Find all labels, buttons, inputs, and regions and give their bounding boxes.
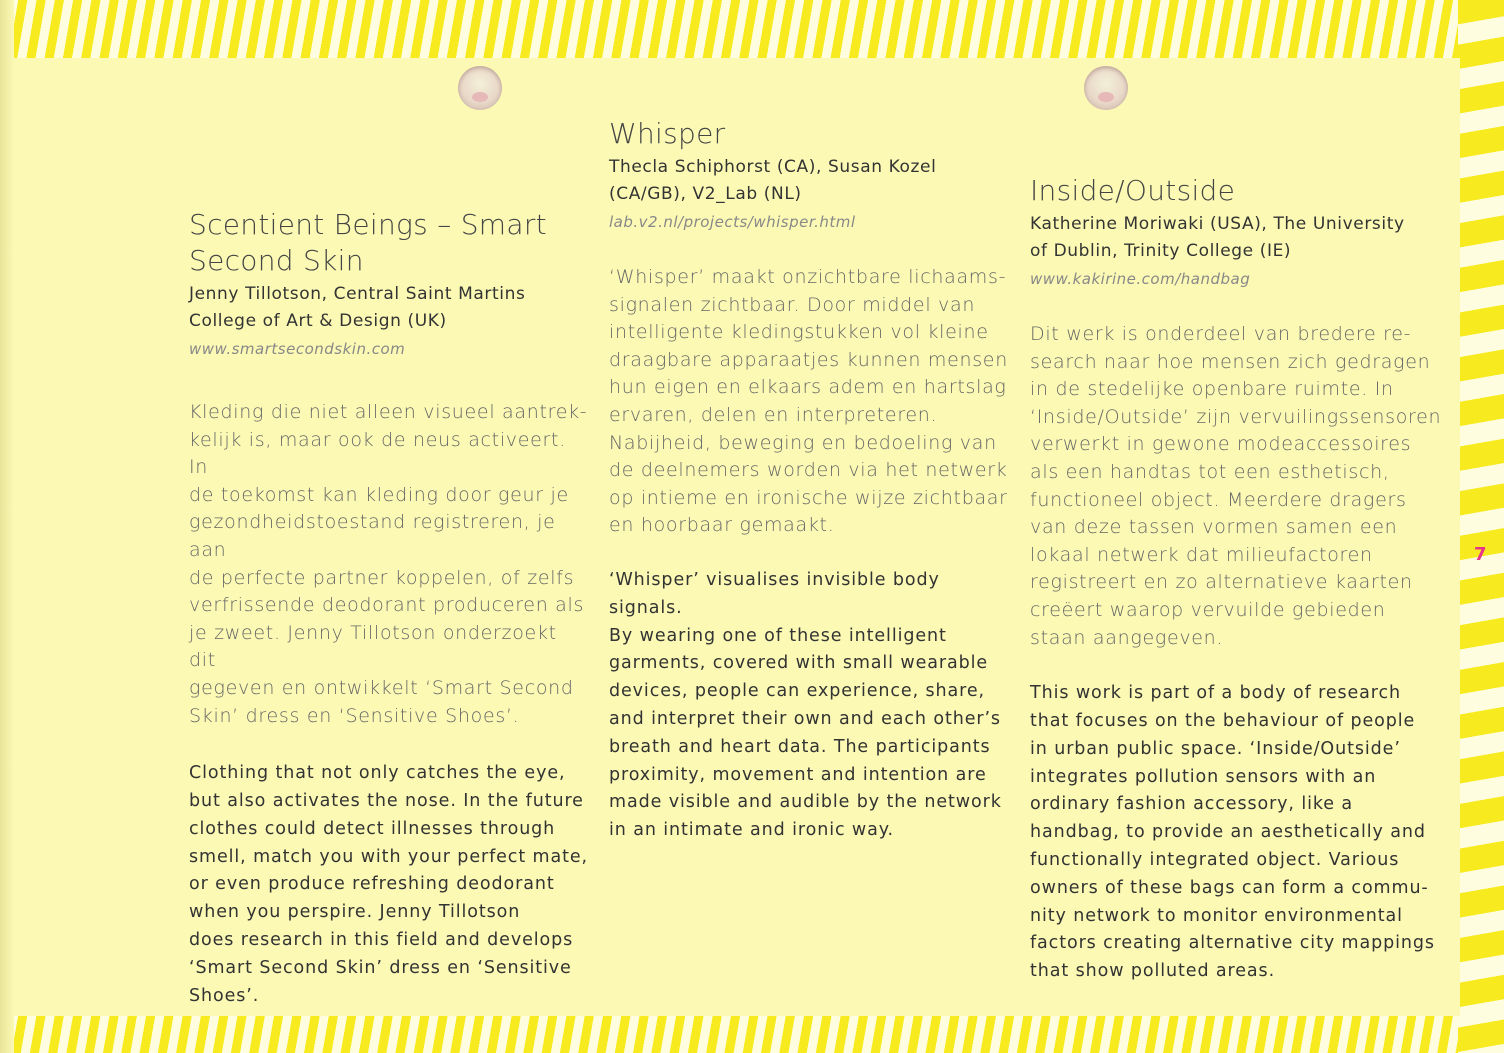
article-url[interactable]: www.kakirine.com/handbag	[1030, 270, 1251, 288]
text-line: does research in this field and develops	[189, 929, 574, 950]
article-inside-outside	[1030, 173, 1450, 986]
text-line: factors creating alternative city mappings	[1030, 933, 1435, 954]
text-line: registreert en zo alternatieve kaarten	[1030, 571, 1413, 594]
english-paragraph	[189, 760, 589, 1010]
text-line: in an intimate and ironic way.	[609, 820, 894, 841]
dutch-paragraph	[609, 264, 1019, 540]
text-line: als een handtas tot een esthetisch,	[1030, 460, 1390, 483]
text-line: verwerkt in gewone modeaccessoires	[1030, 433, 1412, 456]
article-url[interactable]: www.smartsecondskin.com	[189, 340, 406, 358]
text-line: staan aangegeven.	[1030, 626, 1224, 649]
text-line: lokaal netwerk dat milieufactoren	[1030, 543, 1373, 566]
text-line: in de stedelijke openbare ruimte. In	[1030, 378, 1394, 401]
text-line: and interpret their own and each other’s	[609, 708, 1001, 729]
text-line: gezondheidstoestand registreren, je aan	[189, 511, 556, 561]
text-line: devices, people can experience, share,	[609, 681, 985, 702]
text-line: made visible and audible by the network	[609, 792, 1002, 813]
text-line: but also activates the nose. In the future	[189, 790, 584, 811]
text-line: kelijk is, maar ook de neus activeert. In	[189, 428, 566, 479]
text-line: signalen zichtbaar. Door middel van	[609, 293, 976, 316]
page-number: 7	[1474, 544, 1487, 565]
text-line: op intieme en ironische wijze zichtbaar	[609, 486, 1008, 509]
text-line: verfrissende deodorant produceren als	[189, 594, 585, 617]
authors-line: Katherine Moriwaki (USA), The University	[1030, 214, 1405, 234]
top-stripe-border	[0, 0, 1504, 60]
text-line: hun eigen en elkaars adem en hartslag	[609, 376, 1007, 399]
text-line: proximity, movement and intention are	[609, 764, 987, 785]
title-line: Scentient Beings – Smart	[189, 208, 547, 241]
text-line: that show polluted areas.	[1030, 961, 1276, 982]
article-scentient-beings	[189, 207, 589, 1010]
article-url[interactable]: lab.v2.nl/projects/whisper.html	[609, 213, 856, 231]
authors-line: of Dublin, Trinity College (IE)	[1030, 241, 1292, 261]
text-line: en hoorbaar gemaakt.	[609, 514, 835, 537]
right-stripe-border	[1458, 0, 1504, 1053]
text-line: when you perspire. Jenny Tillotson	[189, 902, 521, 923]
authors-line: (CA/GB), V2_Lab (NL)	[609, 184, 802, 204]
article-authors	[609, 154, 1019, 208]
text-line: Shoes’.	[189, 985, 260, 1006]
dutch-paragraph	[1030, 321, 1450, 652]
text-line: ‘Smart Second Skin’ dress en ‘Sensitive	[189, 957, 572, 978]
text-line: integrates pollution sensors with an	[1030, 766, 1377, 787]
bottom-stripe-border	[0, 1015, 1504, 1053]
punch-hole-right	[1084, 66, 1128, 110]
text-line: ervaren, delen en interpreteren.	[609, 403, 938, 426]
text-line: ‘Inside/Outside’ zijn vervuilingssensoren	[1030, 405, 1442, 428]
punch-hole-left	[458, 66, 502, 110]
text-line: in urban public space. ‘Inside/Outside’	[1030, 738, 1401, 759]
text-line: ‘Whisper’ visualises invisible body signals.	[609, 569, 940, 618]
text-line: By wearing one of these intelligent	[609, 625, 947, 646]
authors-line: College of Art & Design (UK)	[189, 311, 447, 331]
text-line: Dit werk is onderdeel van bredere re-	[1030, 323, 1412, 345]
text-line: clothes could detect illnesses through	[189, 818, 556, 839]
text-line: This work is part of a body of research	[1030, 683, 1402, 704]
text-line: Kleding die niet alleen visueel aantrek-	[189, 401, 588, 423]
text-line: de toekomst kan kleding door geur je	[189, 483, 569, 506]
text-line: functioneel object. Meerdere dragers	[1030, 488, 1407, 511]
binding-spine	[0, 0, 14, 1053]
text-line: ‘Whisper’ maakt onzichtbare lichaams-	[609, 266, 1007, 288]
text-line: or even produce refreshing deodorant	[189, 874, 555, 895]
article-title	[609, 116, 1019, 152]
text-line: de deelnemers worden via het netwerk	[609, 459, 1008, 482]
text-line: search naar hoe mensen zich gedragen	[1030, 350, 1431, 373]
article-title	[189, 207, 589, 279]
text-line: creëert waarop vervuilde gebieden	[1030, 598, 1386, 621]
authors-line: Thecla Schiphorst (CA), Susan Kozel	[609, 157, 937, 177]
text-line: de perfecte partner koppelen, of zelfs	[189, 566, 575, 589]
text-line: garments, covered with small wearable	[609, 653, 989, 674]
text-line: Clothing that not only catches the eye,	[189, 763, 566, 784]
text-line: breath and heart data. The participants	[609, 736, 991, 757]
text-line: van deze tassen vormen samen een	[1030, 516, 1398, 539]
title-line: Second Skin	[189, 244, 364, 277]
text-line: Skin’ dress en ‘Sensitive Shoes’.	[189, 704, 520, 727]
text-line: handbag, to provide an aesthetically and	[1030, 822, 1426, 843]
english-paragraph	[1030, 680, 1450, 986]
text-line: gegeven en ontwikkelt ‘Smart Second	[189, 676, 574, 699]
english-paragraph	[609, 567, 1019, 845]
text-line: Nabijheid, beweging en bedoeling van	[609, 431, 997, 454]
text-line: smell, match you with your perfect mate,	[189, 846, 589, 867]
text-line: that focuses on the behaviour of people	[1030, 710, 1416, 731]
title-line: Whisper	[609, 117, 726, 150]
article-title	[1030, 173, 1450, 209]
text-line: je zweet. Jenny Tillotson onderzoekt dit	[189, 621, 557, 672]
article-authors	[189, 281, 589, 335]
text-line: ordinary fashion accessory, like a	[1030, 794, 1354, 815]
authors-line: Jenny Tillotson, Central Saint Martins	[189, 284, 526, 304]
article-authors	[1030, 211, 1450, 265]
text-line: draagbare apparaatjes kunnen mensen	[609, 348, 1008, 371]
text-line: owners of these bags can form a commu-	[1030, 877, 1429, 898]
article-whisper	[609, 116, 1019, 845]
text-line: functionally integrated object. Various	[1030, 849, 1400, 870]
text-line: nity network to monitor environmental	[1030, 905, 1403, 926]
text-line: intelligente kledingstukken vol kleine	[609, 321, 989, 344]
dutch-paragraph	[189, 399, 589, 730]
title-line: Inside/Outside	[1030, 174, 1236, 207]
